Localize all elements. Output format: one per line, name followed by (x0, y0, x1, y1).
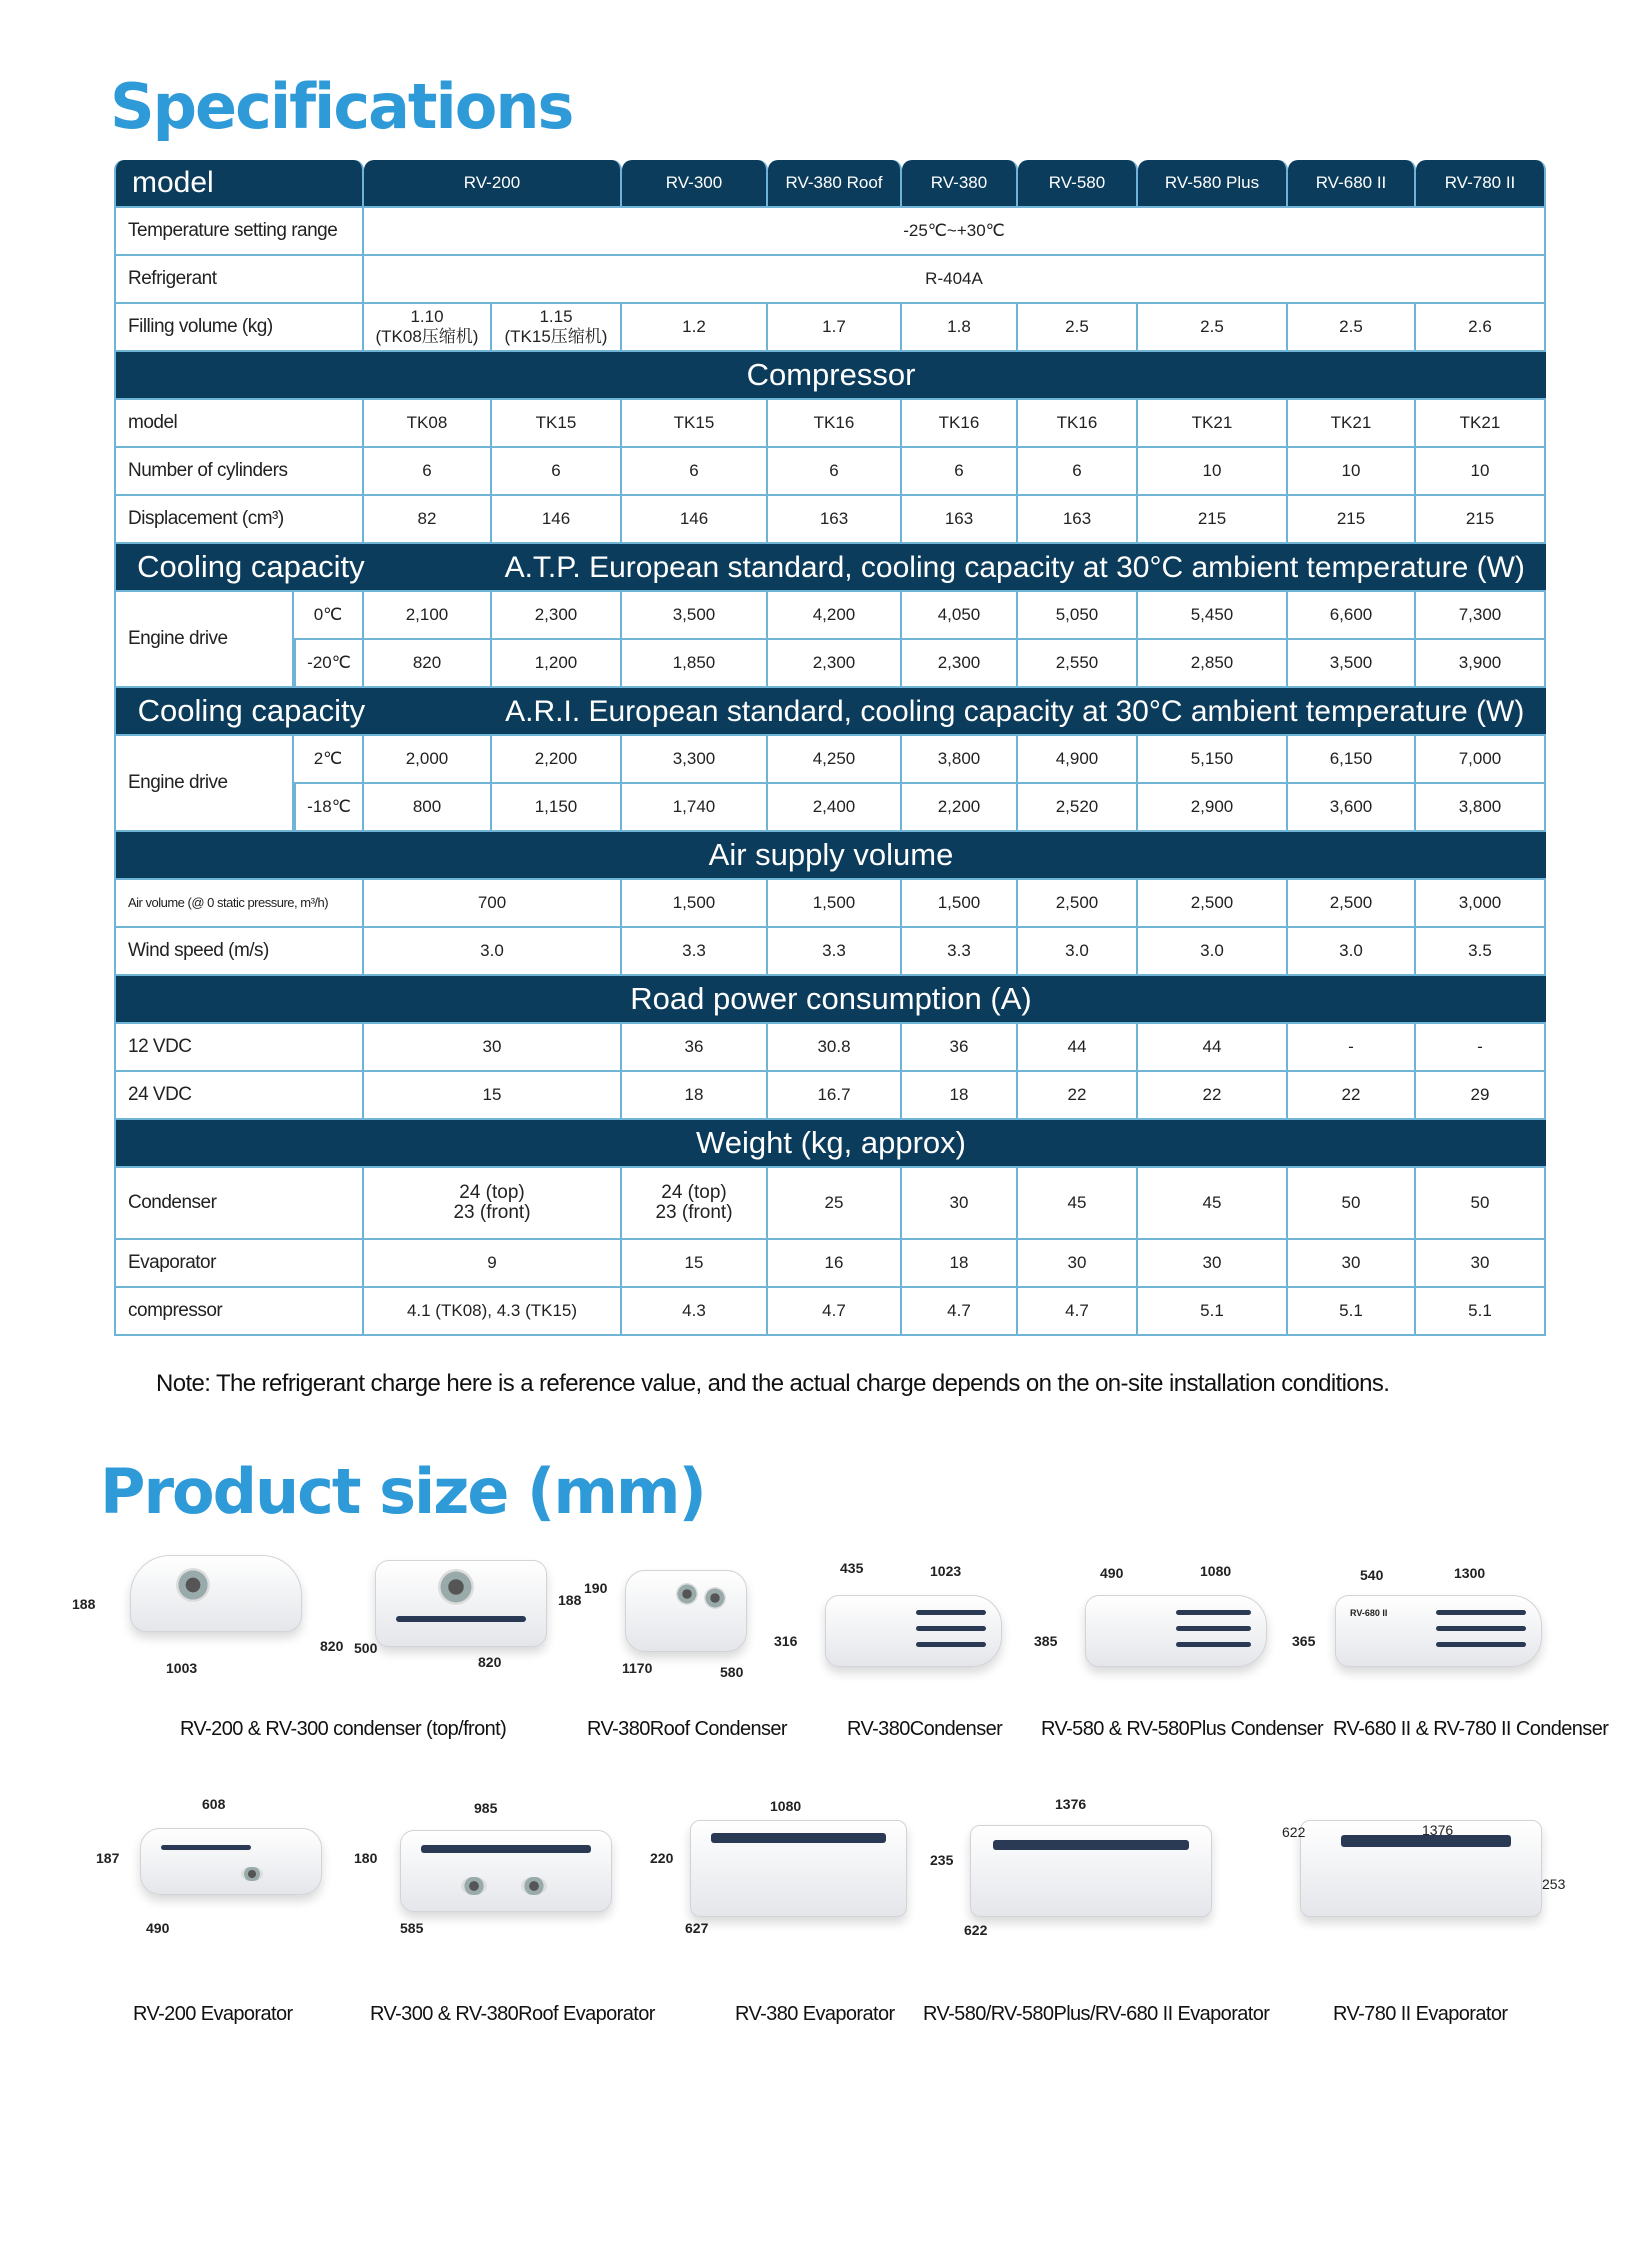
model-col: RV-380 (902, 160, 1018, 208)
cell: 6 (768, 448, 902, 496)
caption: RV-580/RV-580Plus/RV-680 II Evaporator (923, 2003, 1270, 2025)
product-rv680-condenser (1290, 1555, 1560, 1700)
cell: 2,520 (1018, 784, 1138, 832)
temp-cell: 2℃ (294, 736, 364, 784)
caption: RV-580 & RV-580Plus Condenser (1041, 1718, 1324, 1740)
cell: 22 (1018, 1072, 1138, 1120)
unit-label: RV-680 II (1350, 1608, 1388, 1618)
row-label: Filling volume (kg) (114, 304, 364, 352)
cell: 2,000 (364, 736, 492, 784)
cell: 5,450 (1138, 592, 1288, 640)
cell: 18 (622, 1072, 768, 1120)
fan-icon (461, 1877, 487, 1895)
cell: 2,500 (1138, 880, 1288, 928)
row-label: Engine drive (114, 592, 294, 688)
evaporator-image (970, 1825, 1212, 1917)
cell: 50 (1416, 1168, 1546, 1240)
cell: 36 (902, 1024, 1018, 1072)
dim-label: 253 (1542, 1876, 1566, 1892)
cell: 30 (1416, 1240, 1546, 1288)
cell: 5.1 (1416, 1288, 1546, 1336)
cell: 6 (492, 448, 622, 496)
cell: 6 (902, 448, 1018, 496)
cell: 25 (768, 1168, 902, 1240)
model-header: model (114, 160, 364, 208)
refrigerant-note: Note: The refrigerant charge here is a reference value, and the actual charge depends on the on-site installation conditions. (156, 1370, 1390, 1397)
cell: 4.1 (TK08), 4.3 (TK15) (364, 1288, 622, 1336)
atp-row-2 (114, 640, 1546, 688)
product-rv200-rv300-condenser (70, 1550, 590, 1700)
evaporator-image (690, 1820, 907, 1917)
ari-row-1 (114, 736, 1546, 784)
cell: 4.7 (1018, 1288, 1138, 1336)
condenser-image (825, 1595, 1002, 1667)
cell: 2,200 (492, 736, 622, 784)
section-ari (114, 688, 1546, 736)
dim-label: 820 (320, 1638, 344, 1654)
cylinders-row (114, 448, 1546, 496)
cell: 3.0 (1018, 928, 1138, 976)
cell: 1.8 (902, 304, 1018, 352)
caption: RV-200 & RV-300 condenser (top/front) (180, 1718, 507, 1740)
power-24-row (114, 1072, 1546, 1120)
cell: 3,500 (622, 592, 768, 640)
evaporator-image (140, 1828, 322, 1895)
dim-label: 1376 (1055, 1796, 1087, 1812)
dim-label: 1003 (166, 1660, 198, 1676)
cell: 1.2 (622, 304, 768, 352)
cell: 30 (364, 1024, 622, 1072)
row-label: Engine drive (114, 736, 294, 832)
cell: 6,150 (1288, 736, 1416, 784)
row-label: Condenser (114, 1168, 364, 1240)
ari-row-2 (114, 784, 1546, 832)
cell: TK21 (1416, 400, 1546, 448)
dim-label: 1170 (622, 1660, 653, 1676)
dim-label: 187 (96, 1850, 120, 1866)
cell: 2.5 (1138, 304, 1288, 352)
caption: RV-300 & RV-380Roof Evaporator (370, 2003, 655, 2025)
cell: 3.0 (1138, 928, 1288, 976)
dim-label: 580 (720, 1664, 744, 1680)
product-rv380-evaporator (640, 1790, 930, 1940)
cell: 7,000 (1416, 736, 1546, 784)
row-label: 12 VDC (114, 1024, 364, 1072)
vent-grille (1436, 1626, 1526, 1631)
dim-label: 540 (1360, 1567, 1384, 1583)
section-title: Cooling capacity (137, 692, 366, 728)
cell: 3.0 (1288, 928, 1416, 976)
cell: 7,300 (1416, 592, 1546, 640)
fan-icon (704, 1587, 726, 1609)
product-size-title: Product size (mm) (100, 1455, 705, 1528)
caption: RV-780 II Evaporator (1333, 2003, 1508, 2025)
cell: 1,500 (768, 880, 902, 928)
cell: 3,800 (1416, 784, 1546, 832)
cell: 4,200 (768, 592, 902, 640)
cell: 5.1 (1288, 1288, 1416, 1336)
cell: - (1416, 1024, 1546, 1072)
cell: 215 (1288, 496, 1416, 544)
row-label: Displacement (cm³) (114, 496, 364, 544)
cell: TK16 (768, 400, 902, 448)
section-title: Road power consumption (A) (114, 976, 1546, 1024)
cell: 30.8 (768, 1024, 902, 1072)
dim-label: 190 (584, 1580, 608, 1596)
dim-label: 820 (478, 1654, 502, 1670)
cell: 3,000 (1416, 880, 1546, 928)
fan-icon (176, 1568, 210, 1602)
vent-grille (1176, 1642, 1251, 1647)
cell: 16.7 (768, 1072, 902, 1120)
product-rv580-evaporator (920, 1790, 1230, 1940)
dim-label: 365 (1292, 1633, 1316, 1649)
fan-icon (676, 1583, 698, 1605)
cell: 3,900 (1416, 640, 1546, 688)
vent-grille (1176, 1610, 1251, 1615)
cell: 6 (364, 448, 492, 496)
cell: 2.5 (1018, 304, 1138, 352)
section-weight (114, 1120, 1546, 1168)
cell: 24 (top) 23 (front) (622, 1168, 768, 1240)
row-label: 24 VDC (114, 1072, 364, 1120)
vent-grille (1436, 1610, 1526, 1615)
row-label: Temperature setting range (114, 208, 364, 256)
cell: 3.3 (902, 928, 1018, 976)
cell: TK08 (364, 400, 492, 448)
temp-cell: -20℃ (294, 640, 364, 688)
cell: 2,100 (364, 592, 492, 640)
cell: 2,500 (1018, 880, 1138, 928)
cell: R-404A (364, 256, 1546, 304)
product-rv300-evaporator (350, 1790, 630, 1940)
dim-label: 627 (685, 1920, 709, 1936)
dim-label: 188 (558, 1592, 582, 1608)
model-col: RV-680 II (1288, 160, 1416, 208)
cell: 1.7 (768, 304, 902, 352)
refrigerant-row (114, 256, 1546, 304)
air-volume-row (114, 880, 1546, 928)
cell: 6,600 (1288, 592, 1416, 640)
vent-grille (916, 1610, 986, 1615)
product-rv780-evaporator (1270, 1800, 1570, 1940)
dim-label: 608 (202, 1796, 226, 1812)
section-title: Compressor (114, 352, 1546, 400)
cell: 1,150 (492, 784, 622, 832)
row-label: Evaporator (114, 1240, 364, 1288)
condenser-image (625, 1570, 747, 1652)
cell: 45 (1018, 1168, 1138, 1240)
temp-cell: -18℃ (294, 784, 364, 832)
cell: 5,150 (1138, 736, 1288, 784)
cell: - (1288, 1024, 1416, 1072)
condenser-top-image (130, 1555, 302, 1632)
specifications-title: Specifications (110, 70, 573, 143)
cell: 2.5 (1288, 304, 1416, 352)
wind-speed-row (114, 928, 1546, 976)
cell: 2,300 (768, 640, 902, 688)
vent-grille (421, 1845, 591, 1853)
dim-label: 180 (354, 1850, 378, 1866)
cell: 4.7 (902, 1288, 1018, 1336)
cell: 4,250 (768, 736, 902, 784)
cell: 44 (1018, 1024, 1138, 1072)
header-row (114, 160, 1546, 208)
cell: 6 (1018, 448, 1138, 496)
cell: 2,300 (492, 592, 622, 640)
cell: TK16 (902, 400, 1018, 448)
fan-icon (521, 1877, 547, 1895)
cell: 146 (492, 496, 622, 544)
section-power (114, 976, 1546, 1024)
cell: 3.5 (1416, 928, 1546, 976)
cell: 1.10 (TK08压缩机) (364, 304, 492, 352)
section-title: Air supply volume (114, 832, 1546, 880)
cell: 36 (622, 1024, 768, 1072)
cell: TK16 (1018, 400, 1138, 448)
specifications-table (114, 160, 1546, 1336)
evaporator-image (400, 1830, 612, 1912)
cell: 3,600 (1288, 784, 1416, 832)
section-standard: A.R.I. European standard, cooling capacity at 30°C ambient temperature (W) (505, 694, 1525, 728)
cell: 10 (1288, 448, 1416, 496)
cell: 3.3 (768, 928, 902, 976)
power-12-row (114, 1024, 1546, 1072)
dim-label: 316 (774, 1633, 798, 1649)
vent-grille (1436, 1642, 1526, 1647)
section-air (114, 832, 1546, 880)
dim-label: 500 (354, 1640, 378, 1656)
cell: TK21 (1288, 400, 1416, 448)
vent-grille (916, 1642, 986, 1647)
dim-label: 1300 (1454, 1565, 1486, 1581)
cell: 2,550 (1018, 640, 1138, 688)
cell: 163 (902, 496, 1018, 544)
cell: 22 (1288, 1072, 1416, 1120)
cell: 163 (1018, 496, 1138, 544)
cell: 2,900 (1138, 784, 1288, 832)
model-col: RV-580 Plus (1138, 160, 1288, 208)
cell: 2,200 (902, 784, 1018, 832)
dim-label: 385 (1034, 1633, 1058, 1649)
dim-label: 1080 (1200, 1563, 1232, 1579)
cell: 4,050 (902, 592, 1018, 640)
condenser-front-image (375, 1560, 547, 1647)
evaporator-image (1300, 1820, 1542, 1917)
vent-grille (993, 1840, 1189, 1850)
cell: 24 (top) 23 (front) (364, 1168, 622, 1240)
cell: 4,900 (1018, 736, 1138, 784)
condenser-image (1085, 1595, 1267, 1667)
fan-icon (438, 1569, 474, 1605)
cell: 2,500 (1288, 880, 1416, 928)
comp-model-row (114, 400, 1546, 448)
section-standard: A.T.P. European standard, cooling capacity at 30°C ambient temperature (W) (504, 550, 1525, 584)
fan-icon (241, 1867, 263, 1881)
dim-label: 585 (400, 1920, 424, 1936)
cell: 22 (1138, 1072, 1288, 1120)
cell: 3,500 (1288, 640, 1416, 688)
row-label: Wind speed (m/s) (114, 928, 364, 976)
cell: 146 (622, 496, 768, 544)
cell: 18 (902, 1240, 1018, 1288)
row-label: model (114, 400, 364, 448)
cell: 3,300 (622, 736, 768, 784)
condenser-row (114, 1168, 1546, 1240)
dim-label: 1023 (930, 1563, 962, 1579)
dim-label: 220 (650, 1850, 674, 1866)
cell: 1,500 (622, 880, 768, 928)
cell: 30 (1288, 1240, 1416, 1288)
vent-grille (916, 1626, 986, 1631)
cell: 50 (1288, 1168, 1416, 1240)
cell: 16 (768, 1240, 902, 1288)
temp-range-row (114, 208, 1546, 256)
product-rv200-evaporator (80, 1790, 340, 1940)
caption: RV-380Roof Condenser (587, 1718, 787, 1740)
dim-label: 1080 (770, 1798, 802, 1814)
cell: 2,300 (902, 640, 1018, 688)
vent-grille (711, 1833, 886, 1843)
row-label: Refrigerant (114, 256, 364, 304)
model-col: RV-580 (1018, 160, 1138, 208)
cell: 6 (622, 448, 768, 496)
condenser-image (1335, 1595, 1542, 1667)
cell: 163 (768, 496, 902, 544)
dim-label: 622 (964, 1922, 988, 1938)
dim-label: 1376 (1422, 1822, 1454, 1838)
cell: TK15 (492, 400, 622, 448)
cell: TK15 (622, 400, 768, 448)
cell: 4.7 (768, 1288, 902, 1336)
product-rv580-condenser (1030, 1555, 1280, 1700)
evaporator-row (114, 1240, 1546, 1288)
cell: 5,050 (1018, 592, 1138, 640)
section-title: Weight (kg, approx) (114, 1120, 1546, 1168)
row-label: compressor (114, 1288, 364, 1336)
cell: 18 (902, 1072, 1018, 1120)
product-rv380-condenser (770, 1555, 1020, 1700)
cell: 5.1 (1138, 1288, 1288, 1336)
model-col: RV-300 (622, 160, 768, 208)
cell: 30 (1018, 1240, 1138, 1288)
cell: 10 (1138, 448, 1288, 496)
cell: 820 (364, 640, 492, 688)
model-col: RV-200 (364, 160, 622, 208)
cell: 3,800 (902, 736, 1018, 784)
compressor-weight-row (114, 1288, 1546, 1336)
dim-label: 622 (1282, 1824, 1306, 1840)
cell: 44 (1138, 1024, 1288, 1072)
row-label: Number of cylinders (114, 448, 364, 496)
cell: 3.3 (622, 928, 768, 976)
model-col: RV-780 II (1416, 160, 1546, 208)
cell: 2,850 (1138, 640, 1288, 688)
dim-label: 235 (930, 1852, 954, 1868)
model-col: RV-380 Roof (768, 160, 902, 208)
filling-row (114, 304, 1546, 352)
cell: 215 (1138, 496, 1288, 544)
cell: 2,400 (768, 784, 902, 832)
dim-label: 985 (474, 1800, 498, 1816)
cell: 1,200 (492, 640, 622, 688)
cell: 30 (902, 1168, 1018, 1240)
section-compressor (114, 352, 1546, 400)
cell: TK21 (1138, 400, 1288, 448)
row-label: Air volume (@ 0 static pressure, m³/h) (114, 880, 364, 928)
cell: 1.15 (TK15压缩机) (492, 304, 622, 352)
cell: 30 (1138, 1240, 1288, 1288)
vent-grille (1176, 1626, 1251, 1631)
cell: 4.3 (622, 1288, 768, 1336)
cell: 1,740 (622, 784, 768, 832)
vent-grille (161, 1845, 251, 1850)
caption: RV-200 Evaporator (133, 2003, 293, 2025)
section-atp (114, 544, 1546, 592)
cell: 29 (1416, 1072, 1546, 1120)
cell: 9 (364, 1240, 622, 1288)
cell: 3.0 (364, 928, 622, 976)
cell: 700 (364, 880, 622, 928)
cell: 1,850 (622, 640, 768, 688)
caption: RV-680 II & RV-780 II Condenser (1333, 1718, 1609, 1740)
dim-label: 490 (1100, 1565, 1124, 1581)
dim-label: 435 (840, 1560, 864, 1576)
cell: 800 (364, 784, 492, 832)
displacement-row (114, 496, 1546, 544)
caption: RV-380Condenser (847, 1718, 1003, 1740)
cell: 82 (364, 496, 492, 544)
cell: 15 (364, 1072, 622, 1120)
cell: 10 (1416, 448, 1546, 496)
section-title: Cooling capacity (137, 548, 365, 584)
cell: 45 (1138, 1168, 1288, 1240)
cell: 2.6 (1416, 304, 1546, 352)
cell: 15 (622, 1240, 768, 1288)
cell: 1,500 (902, 880, 1018, 928)
cell: -25℃~+30℃ (364, 208, 1546, 256)
dim-label: 490 (146, 1920, 170, 1936)
dim-label: 188 (72, 1596, 96, 1612)
cell: 215 (1416, 496, 1546, 544)
atp-row-1 (114, 592, 1546, 640)
product-rv380roof-condenser (580, 1560, 780, 1700)
vent-grille (396, 1616, 526, 1622)
temp-cell: 0℃ (294, 592, 364, 640)
caption: RV-380 Evaporator (735, 2003, 895, 2025)
